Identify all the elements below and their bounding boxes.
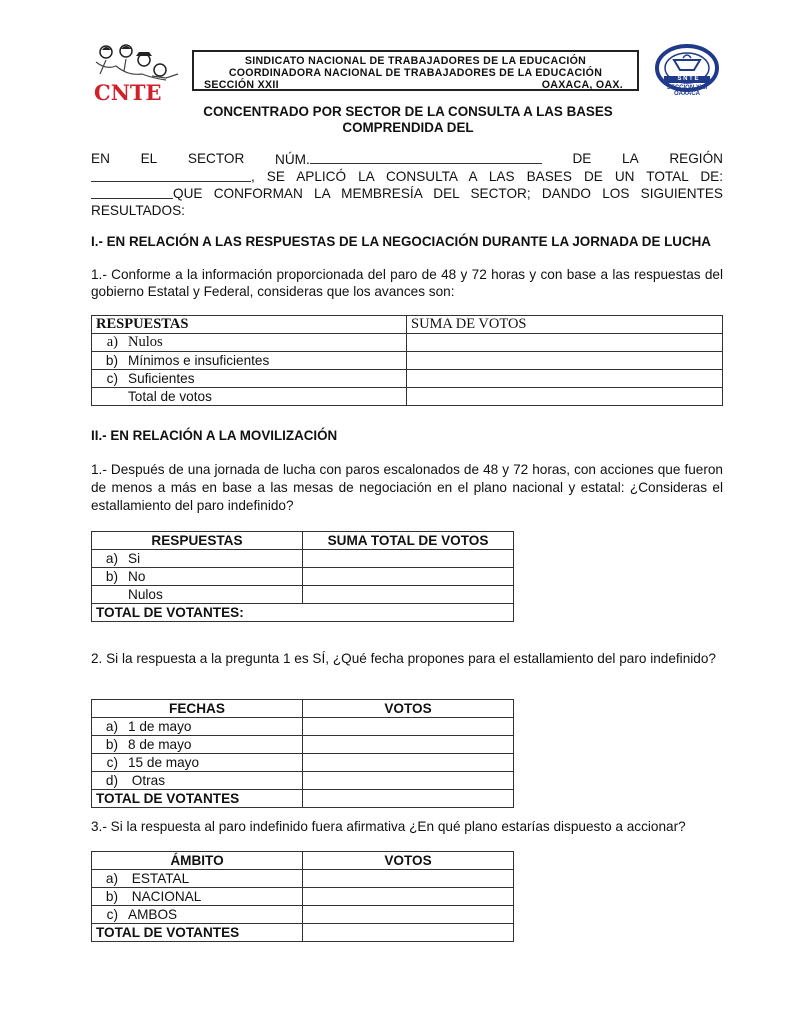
col-respuestas: RESPUESTAS <box>92 532 303 550</box>
total-votantes-label: TOTAL DE VOTANTES <box>92 790 303 808</box>
table-row-total <box>92 604 514 622</box>
intro-paragraph <box>91 151 723 219</box>
col-suma-votos: SUMA DE VOTOS <box>407 316 723 334</box>
section-1-heading: I.- EN RELACIÓN A LAS RESPUESTAS DE LA NEGOCIACIÓN DURANTE LA JORNADA DE LUCHA <box>91 234 711 249</box>
votes-cell[interactable] <box>303 906 514 924</box>
table-row: b) Mínimos e insuficientes <box>92 352 723 370</box>
title-line-2: COMPRENDIDA DEL <box>342 120 474 135</box>
votes-cell[interactable] <box>407 388 723 406</box>
table-row: b) NACIONAL <box>92 888 514 906</box>
snte-logo <box>650 44 724 102</box>
total-members-field[interactable] <box>91 186 173 199</box>
table-row: c) AMBOS <box>92 906 514 924</box>
header-section: SECCIÓN XXII <box>204 79 279 91</box>
table-header-row <box>92 532 514 550</box>
cnte-logo <box>92 42 184 105</box>
snte-caption-1: SECCION XXII <box>666 85 708 91</box>
table-row: a) Nulos <box>92 334 723 352</box>
title-line-1: CONCENTRADO POR SECTOR DE LA CONSULTA A LAS BASES <box>203 104 613 119</box>
table-row: a) ESTATAL <box>92 870 514 888</box>
total-votantes-label: TOTAL DE VOTANTES <box>92 924 303 942</box>
table-paro-indefinido <box>91 531 514 622</box>
table-header-row <box>92 852 514 870</box>
col-votos: VOTOS <box>303 700 514 718</box>
col-suma-total-votos: SUMA TOTAL DE VOTOS <box>303 532 514 550</box>
header-line-2: COORDINADORA NACIONAL DE TRABAJADORES DE LA EDUCACIÓN <box>228 67 603 79</box>
votes-cell[interactable] <box>303 586 514 604</box>
cnte-logo-text: CNTE <box>94 80 162 105</box>
votes-cell[interactable] <box>303 550 514 568</box>
table-row: c) 15 de mayo <box>92 754 514 772</box>
intro-line-2: , SE APLICÓ LA CONSULTA A LAS BASES DE UN TOTAL DE: <box>91 169 723 187</box>
total-votantes-cell[interactable]: TOTAL DE VOTANTES: <box>92 604 514 622</box>
votes-cell[interactable] <box>303 718 514 736</box>
votes-cell[interactable] <box>303 736 514 754</box>
section-2-q3: 3.- Si la respuesta al paro indefinido fuera afirmativa ¿En qué plano estarías dispuesto a accionar? <box>91 819 686 834</box>
header-city: OAXACA, OAX. <box>541 79 623 91</box>
votes-cell[interactable] <box>303 870 514 888</box>
section-2-q2: 2. Si la respuesta a la pregunta 1 es SÍ, ¿Qué fecha propones para el estallamiento del paro indefinido? <box>91 651 716 666</box>
table-row: b) 8 de mayo <box>92 736 514 754</box>
votes-cell[interactable] <box>303 888 514 906</box>
table-header-row <box>92 700 514 718</box>
table-avances <box>91 315 723 406</box>
section-2-heading: II.- EN RELACIÓN A LA MOVILIZACIÓN <box>91 428 338 443</box>
table-row: Nulos <box>92 586 514 604</box>
table-row: d) Otras <box>92 772 514 790</box>
col-respuestas: RESPUESTAS <box>92 316 407 334</box>
total-votes-cell[interactable] <box>303 790 514 808</box>
region-field[interactable] <box>91 169 251 182</box>
votes-cell[interactable] <box>303 568 514 586</box>
votes-cell[interactable] <box>407 370 723 388</box>
intro-line-3: QUE CONFORMAN LA MEMBRESÍA DEL SECTOR; DANDO LOS SIGUIENTES <box>91 186 723 203</box>
col-ambito: ÁMBITO <box>92 852 303 870</box>
votes-cell[interactable] <box>407 334 723 352</box>
votes-cell[interactable] <box>407 352 723 370</box>
table-row-total <box>92 924 514 942</box>
table-row-total: Total de votos <box>92 388 723 406</box>
snte-letters: S N T E <box>677 76 699 82</box>
votes-cell[interactable] <box>303 754 514 772</box>
total-votes-cell[interactable] <box>303 924 514 942</box>
section-1-question: 1.- Conforme a la información proporcionada del paro de 48 y 72 horas y con base a las respuestas del gobierno Estatal y Federal, consideras que los avances son: <box>91 267 723 299</box>
union-header-box <box>192 50 639 91</box>
header-line-3 <box>194 79 637 91</box>
document-title <box>90 104 726 136</box>
section-2-q1: 1.- Después de una jornada de lucha con paros escalonados de 48 y 72 horas, con acciones que fueron de menos a más en base a las mesas de negociación en el plano nacional y estatal: ¿Consideras el estallamiento del paro indefinido? <box>91 462 723 513</box>
table-row: b) No <box>92 568 514 586</box>
table-row: a) 1 de mayo <box>92 718 514 736</box>
table-fechas <box>91 699 514 808</box>
intro-line-1: EN EL SECTOR NÚM. DE LA REGIÓN <box>91 151 723 167</box>
table-row: c) Suficientes <box>92 370 723 388</box>
col-votos: VOTOS <box>303 852 514 870</box>
sector-number-field[interactable] <box>310 151 542 164</box>
table-ambito <box>91 851 514 942</box>
intro-line-4: RESULTADOS: <box>91 202 185 218</box>
votes-cell[interactable] <box>303 772 514 790</box>
header-line-1: SINDICATO NACIONAL DE TRABAJADORES DE LA EDUCACIÓN <box>244 55 587 67</box>
table-row-total <box>92 790 514 808</box>
snte-caption-2: OAXACA <box>673 91 700 97</box>
table-header-row <box>92 316 723 334</box>
col-fechas: FECHAS <box>92 700 303 718</box>
table-row: a) Si <box>92 550 514 568</box>
